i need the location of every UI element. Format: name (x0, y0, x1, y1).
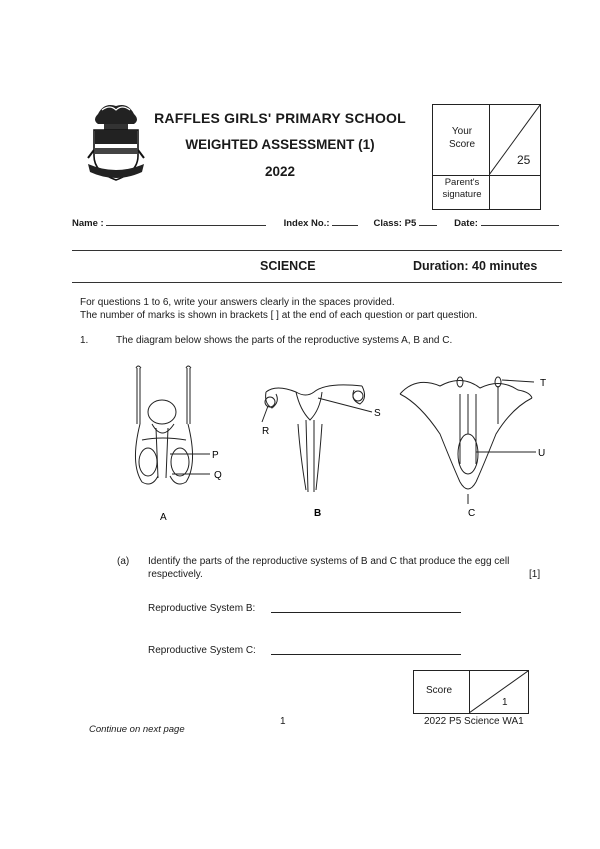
diagram-c-flower (400, 377, 536, 504)
question-1 (80, 335, 452, 346)
school-crest-logo (84, 102, 148, 188)
max-score: 25 (517, 153, 531, 167)
name-label: Name : (72, 218, 104, 229)
instructions (80, 296, 477, 322)
question-score-box (413, 670, 529, 714)
part-marks: [1] (529, 569, 541, 580)
class-field[interactable] (419, 225, 437, 226)
name-field[interactable] (106, 225, 266, 226)
score-diagonal (489, 105, 540, 175)
instruction-line: For questions 1 to 6, write your answers clearly in the spaces provided. (80, 297, 395, 308)
student-fields (72, 218, 559, 229)
diagram-b-female-system (262, 385, 372, 492)
score-diagonal (469, 671, 528, 713)
total-score-box (432, 104, 541, 210)
score-max: 1 (502, 697, 508, 708)
diagram-a-male-system (135, 366, 210, 484)
parent-signature-label: Parent's signature (442, 177, 482, 200)
part-label: (a) (117, 556, 130, 567)
response-b-line[interactable] (271, 612, 461, 613)
label-p: P (212, 450, 219, 461)
paper-code: 2022 P5 Science WA1 (424, 716, 524, 727)
date-label: Date: (454, 218, 478, 229)
label-q: Q (214, 470, 222, 481)
your-score-label: Your Score (448, 126, 476, 150)
label-c: C (468, 508, 476, 519)
question-number: 1. (80, 335, 89, 346)
label-b: B (314, 508, 322, 519)
question-text: The diagram below shows the parts of the reproductive systems A, B and C. (116, 335, 453, 346)
response-b-label: Reproductive System B: (148, 603, 256, 614)
label-s: S (374, 408, 381, 419)
score-label: Score (426, 685, 453, 696)
reproductive-systems-diagram (100, 364, 560, 524)
class-label: Class: P5 (373, 218, 417, 229)
page-number: 1 (280, 716, 286, 727)
divider-bottom (72, 282, 562, 283)
subject-title: SCIENCE (260, 259, 316, 273)
instruction-line: The number of marks is shown in brackets [ ] at the end of each question or part question. (80, 310, 478, 321)
duration-text: Duration: 40 minutes (413, 259, 538, 273)
index-field[interactable] (332, 225, 358, 226)
label-t: T (540, 378, 547, 389)
label-r: R (262, 426, 270, 437)
label-u: U (538, 448, 546, 459)
label-a: A (160, 512, 167, 523)
response-c-line[interactable] (271, 654, 461, 655)
response-c-label: Reproductive System C: (148, 645, 256, 656)
question-1a (117, 555, 547, 585)
index-label: Index No.: (283, 218, 330, 229)
assessment-title: WEIGHTED ASSESSMENT (1) (185, 137, 375, 152)
divider-top (72, 250, 562, 251)
school-name: RAFFLES GIRLS' PRIMARY SCHOOL (154, 110, 406, 126)
continue-note: Continue on next page (89, 724, 185, 735)
part-text: Identify the parts of the reproductive systems of B and C that produce the egg cell respectively. (148, 556, 510, 580)
date-field[interactable] (481, 225, 559, 226)
assessment-year: 2022 (264, 164, 296, 179)
